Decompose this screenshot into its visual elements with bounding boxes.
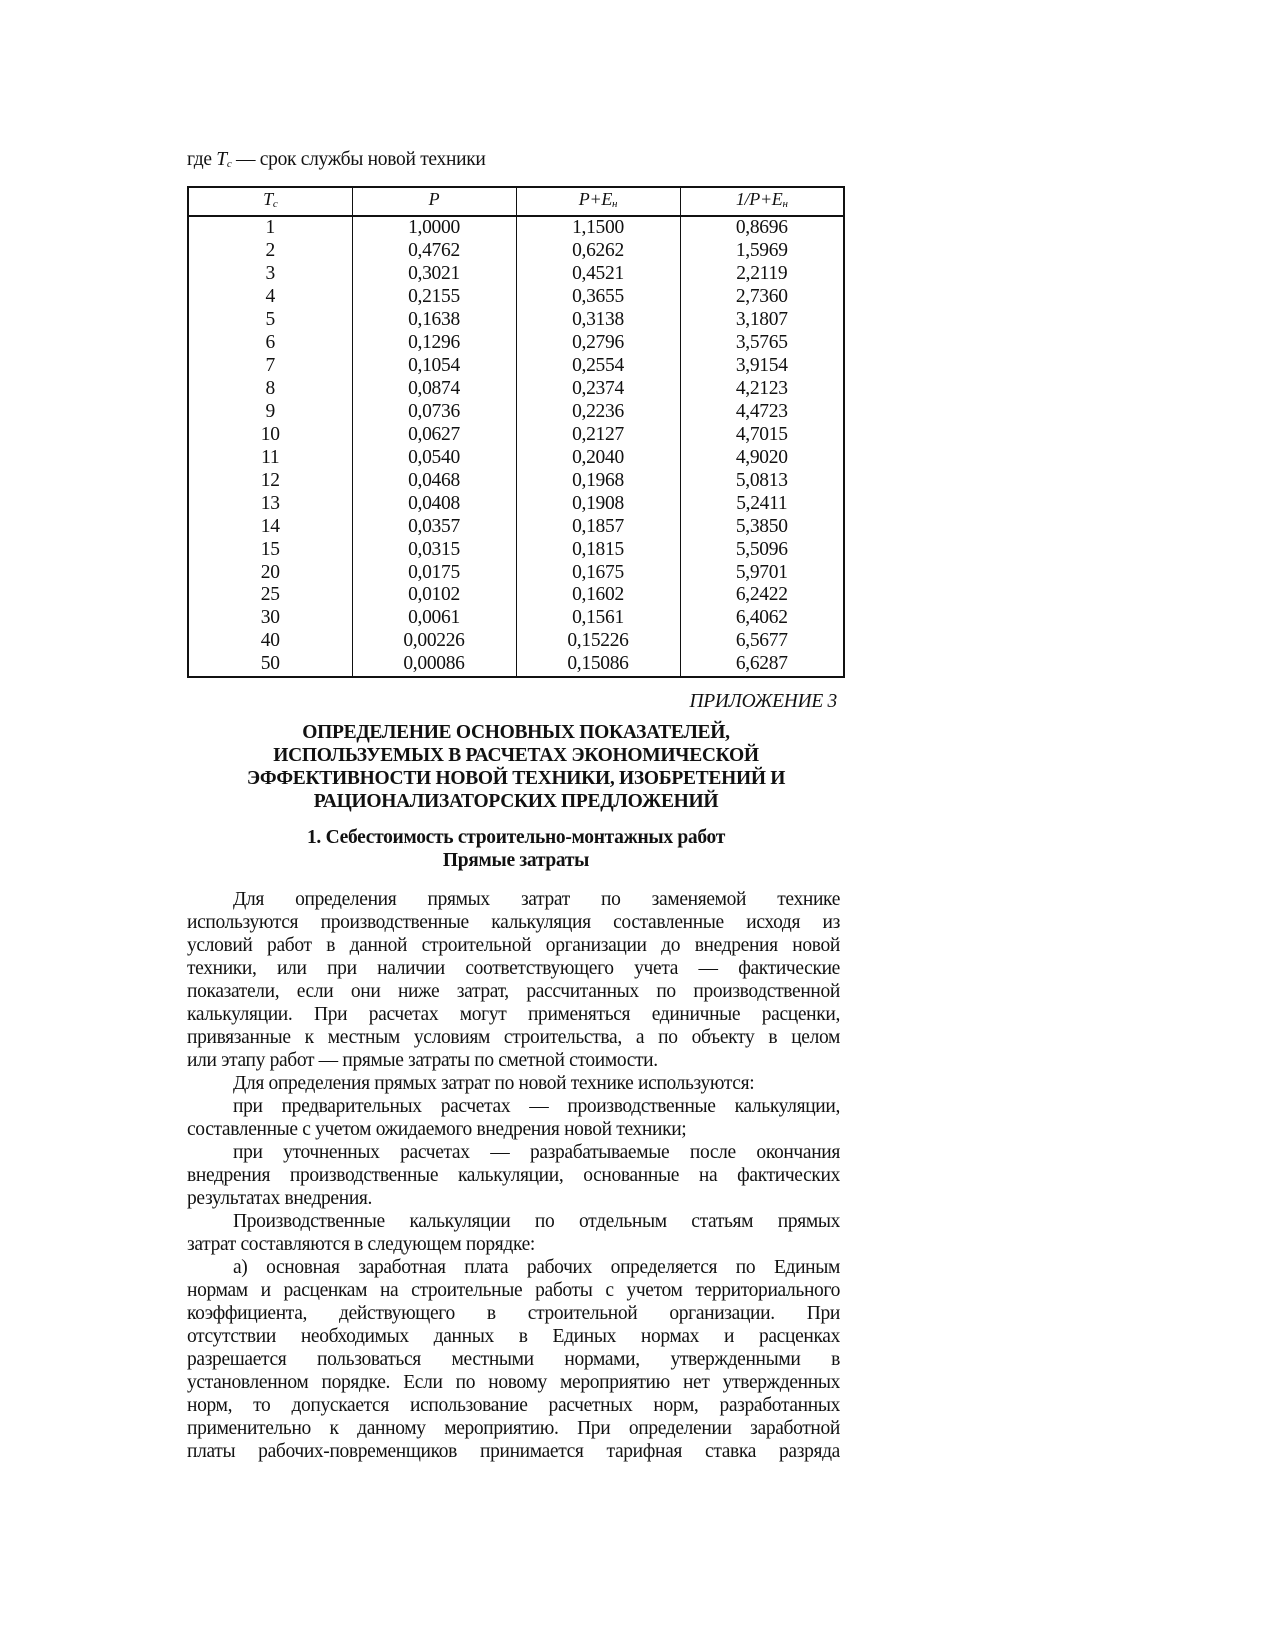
table-cell: 25 — [260, 584, 280, 606]
table-header-row — [188, 187, 844, 216]
column-header-p-plus-en: $P+E_н$ — [516, 187, 680, 216]
table-cell: 6 — [265, 332, 275, 354]
table-row — [188, 492, 844, 515]
table-cell: 0,1968 — [516, 469, 680, 492]
paragraph-line: а) основная заработная плата рабочих определяется по Единым — [233, 1257, 840, 1278]
table-cell: 0,1857 — [516, 515, 680, 538]
table-row — [188, 332, 844, 355]
paragraph-line: Производственные калькуляции по отдельным статьям прямых — [233, 1211, 840, 1232]
table-cell: 5 — [265, 309, 275, 331]
paragraph-line: применительно к данному мероприятию. При определении заработной — [187, 1418, 840, 1439]
paragraph-line: коэффициента, действующего в строительной организации. При — [187, 1303, 840, 1324]
table-cell: 6,2422 — [680, 584, 844, 607]
column-header-tc: $T_с$ — [188, 187, 352, 216]
table-cell: 50 — [260, 653, 280, 675]
table-row — [188, 446, 844, 469]
table-cell: 2,7360 — [680, 286, 844, 309]
paragraph-line: калькуляции. При расчетах могут применяться единичные расценки, — [187, 1004, 840, 1025]
paragraph-line: нормам и расценкам на строительные работы с учетом территориального — [187, 1280, 840, 1301]
column-header-p: P — [352, 187, 516, 216]
table-cell: 0,3138 — [516, 309, 680, 332]
table-cell: 0,0468 — [352, 469, 516, 492]
table-cell: 0,00226 — [352, 630, 516, 653]
paragraph-line: затрат составляются в следующем порядке: — [187, 1234, 535, 1255]
paragraph-line: норм, то допускается использование расчетных норм, разработанных — [187, 1395, 840, 1416]
table-cell: 1,5969 — [680, 240, 844, 263]
table-row — [188, 355, 844, 378]
table-row — [188, 263, 844, 286]
table-cell: 3,9154 — [680, 355, 844, 378]
table-cell: 0,0627 — [352, 423, 516, 446]
table-cell: 0,2236 — [516, 401, 680, 424]
table-row — [188, 561, 844, 584]
table-row — [188, 240, 844, 263]
table-cell: 3,1807 — [680, 309, 844, 332]
paragraph-line: условий работ в данной строительной организации до внедрения новой — [187, 935, 840, 956]
table-cell: 10 — [260, 423, 280, 445]
paragraph-line: привязанные к местным условиям строительства, а по объекту в целом — [187, 1027, 840, 1048]
paragraph-line: при уточненных расчетах — разрабатываемые после окончания — [233, 1142, 840, 1163]
table-cell: 13 — [260, 492, 280, 514]
table-cell: 5,0813 — [680, 469, 844, 492]
table-row — [188, 515, 844, 538]
paragraph-line: или этапу работ — прямые затраты по сметной стоимости. — [187, 1050, 658, 1071]
table-cell: 0,4521 — [516, 263, 680, 286]
table-cell: 2 — [265, 240, 275, 262]
table-cell: 0,1638 — [352, 309, 516, 332]
title-line: РАЦИОНАЛИЗАТОРСКИХ ПРЕДЛОЖЕНИЙ — [313, 791, 719, 812]
table-body — [188, 216, 844, 677]
paragraph-line: отсутствии необходимых данных в Единых нормах и расценках — [187, 1326, 840, 1347]
paragraph-line: показатели, если они ниже затрат, рассчитанных по производственной — [187, 981, 840, 1002]
table-cell: 0,2554 — [516, 355, 680, 378]
title-line: ИСПОЛЬЗУЕМЫХ В РАСЧЕТАХ ЭКОНОМИЧЕСКОЙ — [273, 745, 759, 766]
table-cell: 8 — [265, 378, 275, 400]
table-cell: 5,5096 — [680, 538, 844, 561]
table-cell: 0,0357 — [352, 515, 516, 538]
table-cell: 14 — [260, 515, 280, 537]
table-cell: 0,0408 — [352, 492, 516, 515]
intro-suffix: — срок службы новой техники — [231, 149, 486, 170]
table-cell: 1,0000 — [352, 216, 516, 240]
table-row — [188, 538, 844, 561]
table-row — [188, 630, 844, 653]
table-cell: 0,4762 — [352, 240, 516, 263]
table-cell: 0,0175 — [352, 561, 516, 584]
table-cell: 7 — [265, 355, 275, 377]
table-cell: 6,4062 — [680, 607, 844, 630]
table-cell: 1 — [265, 217, 275, 239]
table-cell: 0,1296 — [352, 332, 516, 355]
table-cell: 20 — [260, 561, 280, 583]
paragraph-line: используются производственные калькуляция составленные исходя из — [187, 912, 840, 933]
table-row — [188, 309, 844, 332]
title-line: ОПРЕДЕЛЕНИЕ ОСНОВНЫХ ПОКАЗАТЕЛЕЙ, — [302, 722, 730, 743]
table-row — [188, 216, 844, 240]
table-cell: 40 — [260, 630, 280, 652]
table-row — [188, 584, 844, 607]
table-cell: 0,1815 — [516, 538, 680, 561]
table-row — [188, 378, 844, 401]
table-row — [188, 653, 844, 677]
paragraph-line: внедрения производственные калькуляции, основанные на фактических — [187, 1165, 840, 1186]
table-cell: 4,2123 — [680, 378, 844, 401]
table-cell: 5,3850 — [680, 515, 844, 538]
section-heading: 1. Себестоимость строительно-монтажных работ — [306, 827, 726, 848]
table-cell: 0,1561 — [516, 607, 680, 630]
table-cell: 3,5765 — [680, 332, 844, 355]
table-cell: 0,3655 — [516, 286, 680, 309]
table-cell: 0,2155 — [352, 286, 516, 309]
table-cell: 0,0061 — [352, 607, 516, 630]
table-cell: 12 — [260, 469, 280, 491]
table-cell: 0,0874 — [352, 378, 516, 401]
table-cell: 0,2374 — [516, 378, 680, 401]
table-row — [188, 286, 844, 309]
table-cell: 15 — [260, 538, 280, 560]
paragraph-line: при предварительных расчетах — производственные калькуляции, — [233, 1096, 840, 1117]
table-cell: 0,00086 — [352, 653, 516, 677]
paragraph-line: Для определения прямых затрат по новой технике используются: — [233, 1073, 755, 1094]
table-cell: 9 — [265, 400, 275, 422]
table-row — [188, 607, 844, 630]
table-cell: 2,2119 — [680, 263, 844, 286]
title-line: ЭФФЕКТИВНОСТИ НОВОЙ ТЕХНИКИ, ИЗОБРЕТЕНИЙ И — [246, 768, 786, 789]
table-cell: 0,8696 — [680, 216, 844, 240]
table-cell: 0,2040 — [516, 446, 680, 469]
table-cell: 0,1602 — [516, 584, 680, 607]
table-cell: 0,1675 — [516, 561, 680, 584]
table-cell: 0,3021 — [352, 263, 516, 286]
table-row — [188, 423, 844, 446]
table-cell: 0,0736 — [352, 401, 516, 424]
table-cell: 4 — [265, 286, 275, 308]
paragraph-line: составленные с учетом ожидаемого внедрения новой техники; — [187, 1119, 687, 1140]
table-cell: 6,6287 — [680, 653, 844, 677]
paragraph-line: результатах внедрения. — [187, 1188, 373, 1209]
table-cell: 0,1054 — [352, 355, 516, 378]
section-headings — [187, 826, 845, 872]
table-cell: 5,9701 — [680, 561, 844, 584]
table-cell: 0,2796 — [516, 332, 680, 355]
appendix-title — [187, 721, 845, 813]
table-cell: 0,0315 — [352, 538, 516, 561]
column-header-inverse: $1/P+E_н$ — [680, 187, 844, 216]
table-cell: 5,2411 — [680, 492, 844, 515]
intro-prefix: где — [187, 149, 217, 170]
table-cell: 0,6262 — [516, 240, 680, 263]
table-cell: 1,1500 — [516, 216, 680, 240]
appendix-label: ПРИЛОЖЕНИЕ 3 — [689, 691, 837, 712]
table-cell: 4,4723 — [680, 401, 844, 424]
service-life-symbol-subscript: с — [226, 158, 232, 170]
table-cell: 0,15086 — [516, 653, 680, 677]
paragraph-line: техники, или при наличии соответствующего учета — фактические — [187, 958, 840, 979]
coefficients-table — [187, 186, 845, 678]
paragraph-line: установленном порядке. Если по новому мероприятию нет утвержденных — [187, 1372, 840, 1393]
paragraph-line: Для определения прямых затрат по заменяемой технике — [233, 889, 840, 910]
paragraph-line: платы рабочих-повременщиков принимается тарифная ставка разряда — [187, 1441, 840, 1462]
table-cell: 0,2127 — [516, 423, 680, 446]
table-cell: 30 — [260, 607, 280, 629]
table-cell: 0,1908 — [516, 492, 680, 515]
subsection-heading: Прямые затраты — [442, 850, 590, 871]
table-cell: 0,0102 — [352, 584, 516, 607]
paragraph-line: разрешается пользоваться местными нормами, утвержденными в — [187, 1349, 840, 1370]
intro-line — [187, 148, 486, 176]
table-cell: 6,5677 — [680, 630, 844, 653]
body-text — [187, 888, 840, 1463]
service-life-symbol: T — [216, 149, 227, 170]
table-cell: 4,7015 — [680, 423, 844, 446]
table-cell: 3 — [265, 263, 275, 285]
table-row — [188, 469, 844, 492]
table-row — [188, 401, 844, 424]
table-cell: 4,9020 — [680, 446, 844, 469]
table-cell: 11 — [261, 446, 280, 468]
table-cell: 0,0540 — [352, 446, 516, 469]
table-cell: 0,15226 — [516, 630, 680, 653]
